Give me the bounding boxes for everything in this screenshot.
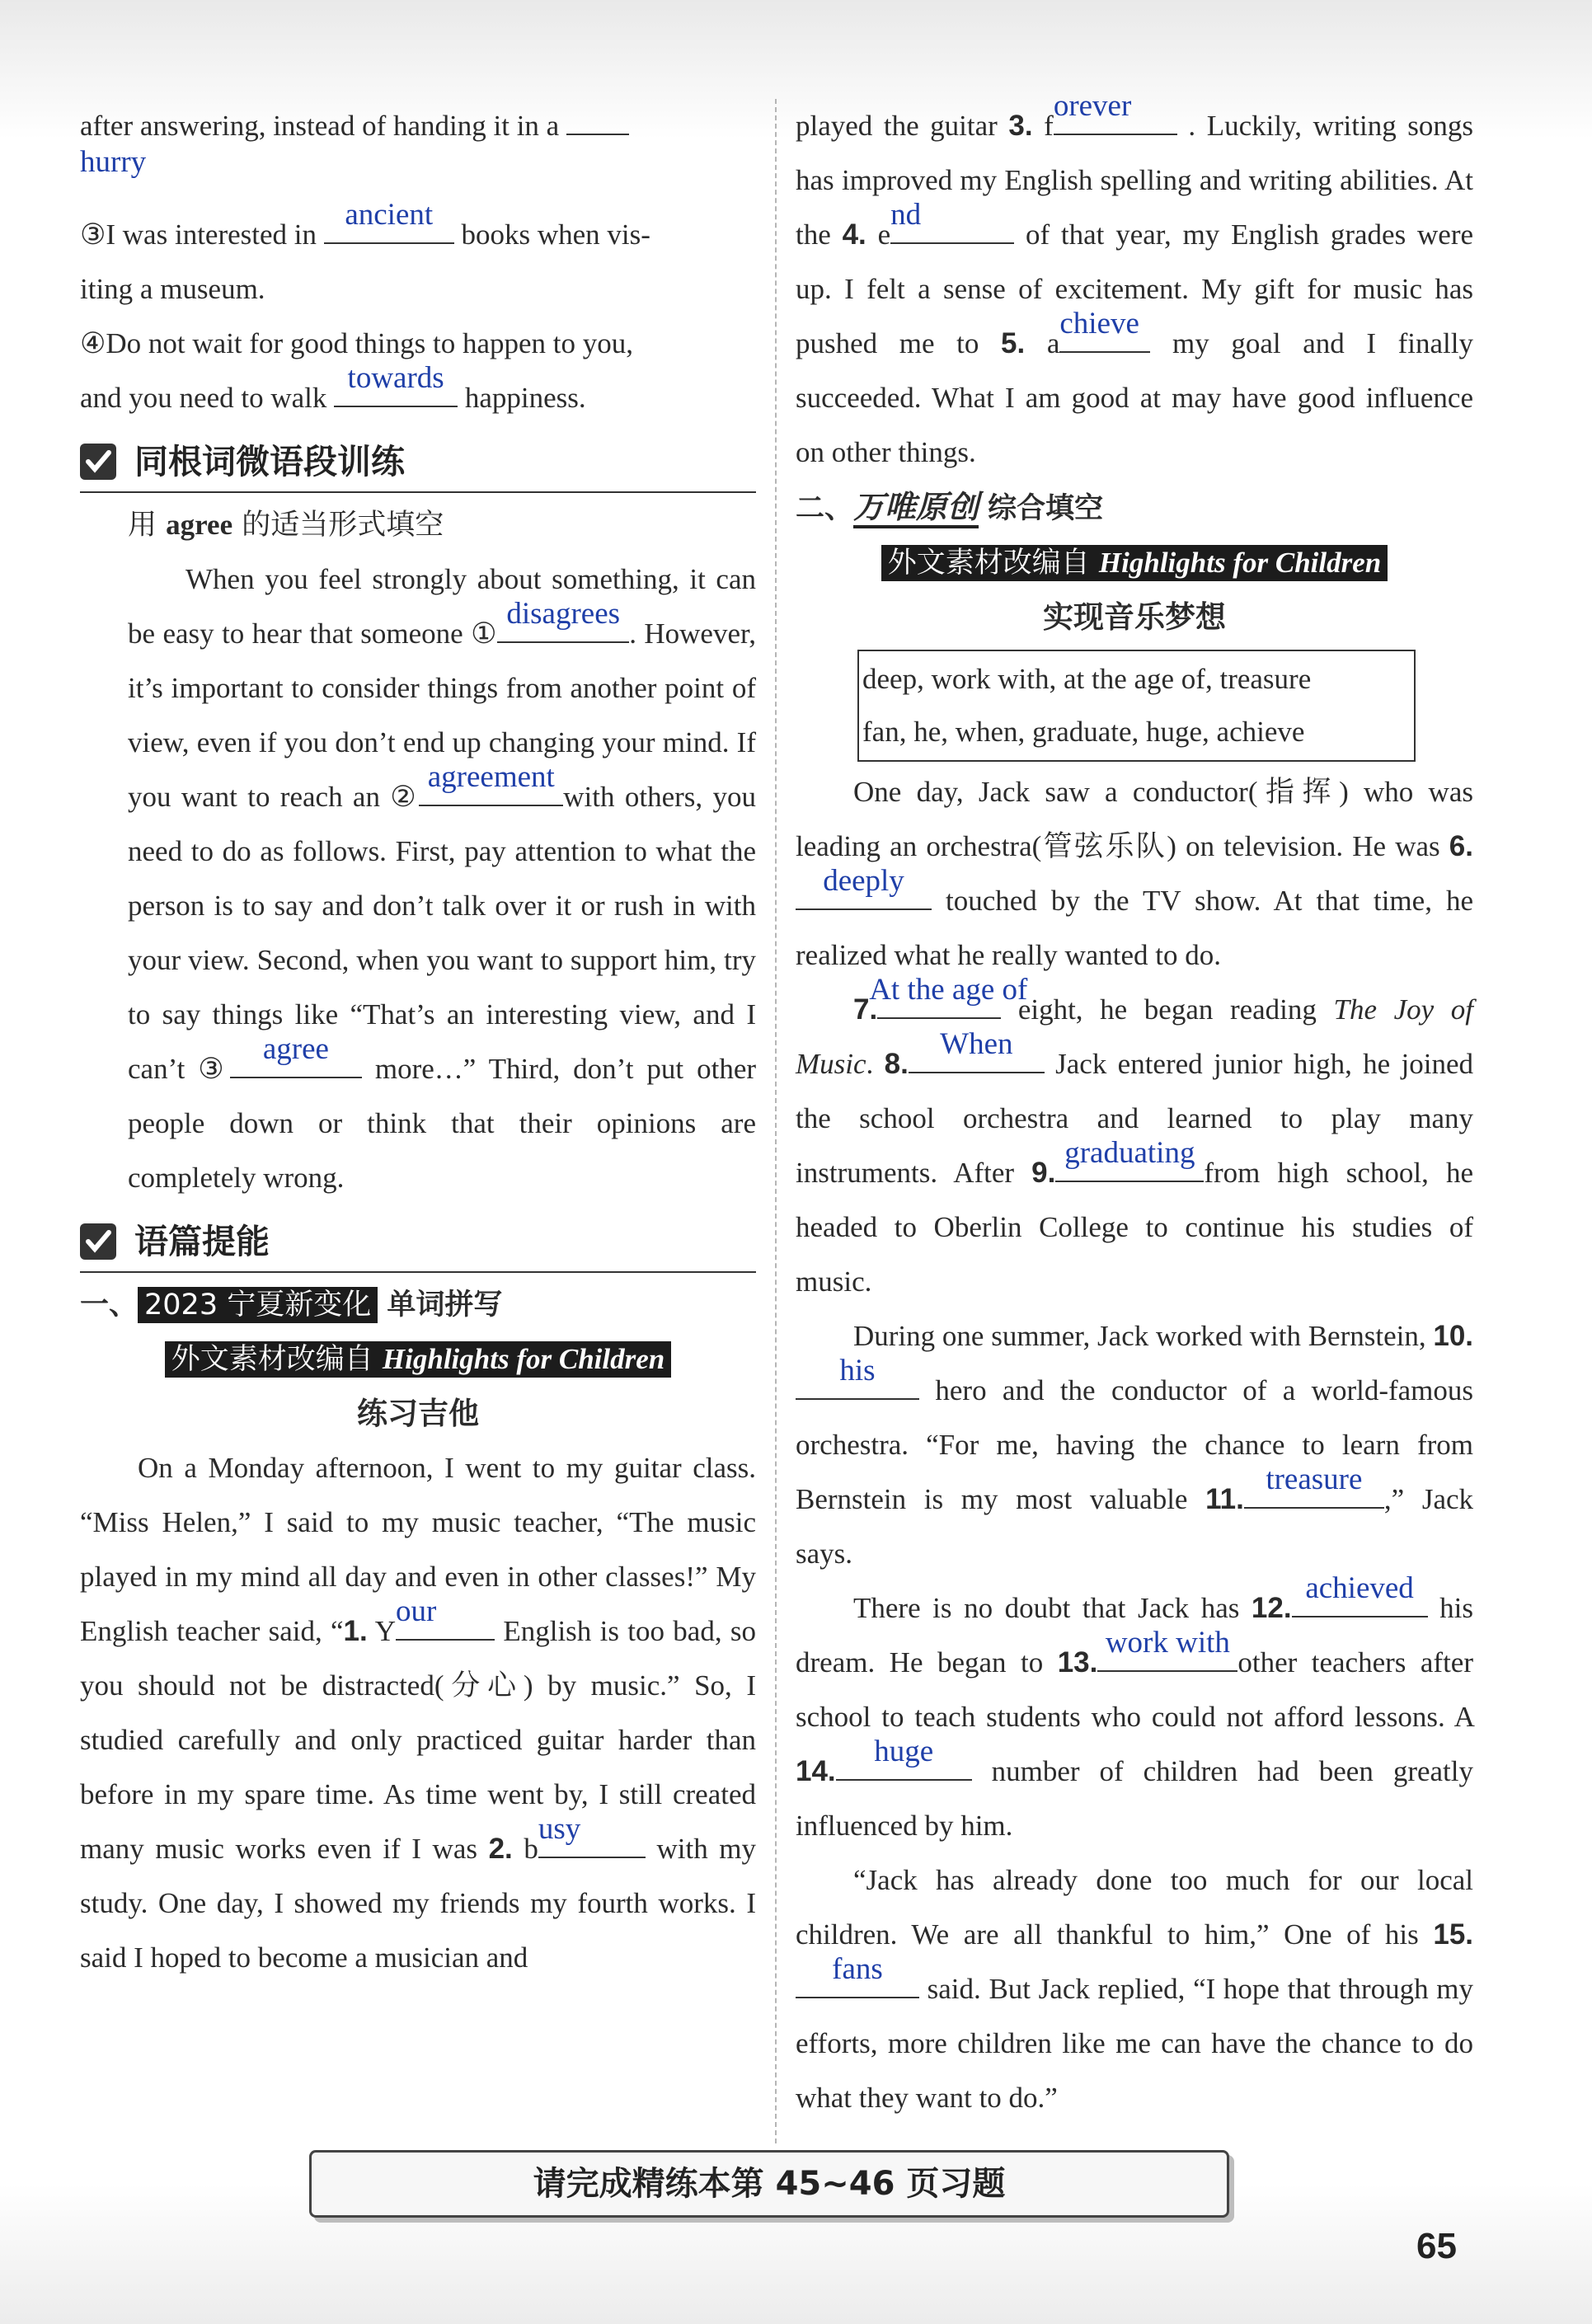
section-title: 同根词微语段训练 [134,442,405,481]
section-title: 语篇提能 [134,1222,270,1261]
source-title: Highlights for Children [382,1343,665,1375]
column-divider [775,99,777,2143]
answer-blank [836,1735,972,1781]
answer: towards [347,361,444,395]
answer: deeply [823,864,904,898]
answer-blank [230,1032,362,1078]
text: eight, he began reading [1017,993,1317,1026]
answer: our [396,1594,437,1628]
answer-blank [890,198,1014,244]
part-2-source [796,536,1473,590]
answer: disagrees [506,597,621,631]
question-number: 13. [1057,1646,1098,1678]
answer: nd [890,198,922,232]
text: with my study. One day, I showed my friends my fourth works. I said I hoped to become a musician and [80,1833,757,1974]
text: There is no doubt that Jack has [853,1592,1240,1624]
blank [566,102,629,135]
text: and you need to walk [80,382,327,414]
book-title: The Joy of Music [796,993,1474,1080]
answer: his [839,1354,876,1387]
checkmark-icon [80,444,116,480]
text: of that year, my English grades were up. I felt a sense of excitement. My gift for music has pushed me to [796,218,1474,359]
passage-1 [80,1441,756,1985]
answer-blank [909,1027,1045,1073]
answer: treasure [1266,1462,1363,1496]
text: with others, you need to do as follows. First, pay attention to what the person is to say and don’t talk over it or rush in with your view. Second, when you want to support him, try to say things like “That’s an interesting view, and I can’t ③ [128,781,756,1085]
passage-2-p4 [796,1571,1473,1853]
question-number: 14. [796,1755,836,1787]
answer-blank [1053,89,1177,135]
answer-blank [1059,307,1150,353]
answer: At the age of [869,973,1028,1007]
text: other teachers after school to teach students who could not afford lessons. A [796,1646,1473,1733]
text: ③I was interested in [80,218,317,251]
page-number: 65 [1416,2226,1457,2266]
text: number of children had been greatly influenced by him. [796,1755,1473,1842]
word-box-line: deep, work with, at the age of, treasure [862,663,1312,695]
answer: achieved [1305,1571,1414,1605]
first-letter: a [1046,327,1060,359]
text: touched by the TV show. At that time, he realized what he really wanted to do. [796,885,1473,971]
part-tag: 2023 宁夏新变化 [138,1287,378,1323]
answer-blank [869,973,1028,1019]
passage-2-p2 [796,973,1474,1309]
part-1-header [80,1278,756,1332]
answer: orever [1053,89,1132,123]
answer-blank [796,1354,919,1400]
text: ,” Jack says. [796,1483,1474,1570]
text: One day, Jack saw a conductor(指挥) who was leading an orchestra(管弦乐队) on television. He was [796,776,1473,862]
part-2-header [796,480,1473,536]
text: happiness. [464,382,586,414]
text: from high school, he headed to Oberlin College to continue his studies of music. [796,1157,1473,1298]
first-letter: f [1044,110,1054,142]
answer: graduating [1064,1136,1195,1170]
part-type: 单词拼写 [387,1289,503,1322]
text: 的适当形式填空 [242,509,444,542]
first-letter: e [877,218,891,251]
paragraph-agree [80,552,756,1205]
question-number: 9. [1031,1157,1056,1189]
answer-blank [324,198,454,244]
question-number: 4. [842,218,866,251]
item-4 [80,317,756,425]
answer: usy [538,1812,581,1846]
text: his dream. He began to [796,1592,1473,1678]
part-label: 一、 [80,1289,139,1322]
answer-blank [396,1594,495,1641]
text: When you feel strongly about something, it can be easy to hear that someone ① [128,563,756,650]
answer-blank [1292,1571,1428,1617]
passage-2-p1 [796,765,1473,983]
section-head-1 [80,432,756,493]
answer-blank [1244,1462,1384,1509]
text: English is too bad, so you should not be distracted(分心) by music.” So, I studied carefully and only practiced guitar harder than before in my spare time. As time went by, I still created many music works even if I was [80,1615,756,1865]
text: 用 [128,509,157,542]
passage-1-continued [796,89,1474,480]
section-head-2 [80,1212,756,1273]
question-number: 11. [1205,1483,1244,1515]
question-number: 1. [343,1615,368,1647]
left-column [80,99,756,1985]
checkmark-icon [80,1223,116,1260]
text: played the guitar [796,110,998,142]
question-number: 7. [853,993,878,1026]
first-letter: Y [374,1615,397,1647]
text: books when vis- [461,218,650,251]
text: said. But Jack replied, “I hope that through my efforts, more children like me can have the chance to do what they want to do.” [796,1973,1474,2114]
first-letter: b [524,1833,538,1865]
passage-2-p3 [796,1309,1473,1581]
answer: hurry [80,145,147,179]
text: . Luckily, writing songs has improved my English spelling and writing abilities. At the [796,110,1473,251]
right-column [796,89,1474,2125]
answer: chieve [1059,307,1139,340]
question-number: 5. [1001,327,1026,359]
question-number: 3. [1008,110,1033,142]
footer-banner: 请完成精练本第 45~46 页习题 [309,2150,1229,2218]
answer-blank [796,864,932,910]
answer-blank [538,1812,646,1858]
answer: work with [1105,1626,1230,1660]
text: . However, it’s important to consider things from another point of view, even if you don’t end up changing your mind. If you want to reach an ② [128,617,757,813]
question-number: 12. [1251,1592,1292,1624]
text: Jack entered junior high, he joined the school orchestra and learned to play many instruments. After [796,1048,1474,1189]
text: “Jack has already done too much for our local children. We are all thankful to him,” One of his [796,1864,1473,1951]
answer-blank [80,145,162,190]
part-tag: 万唯原创 [853,489,979,528]
text: more…” Third, don’t put other people down or think that their opinions are completely wrong. [128,1053,757,1194]
answer: huge [874,1735,934,1768]
text: . [866,1048,874,1080]
answer: ancient [345,198,434,232]
text: During one summer, Jack worked with Bernstein, [853,1320,1426,1352]
left-intro [80,99,756,208]
answer: agreement [427,760,555,794]
answer-blank [796,1952,919,1998]
answer-blank [1055,1136,1204,1182]
text: my goal and I finally succeeded. What I am good at may have good influence on other things. [796,327,1474,468]
text: after answering, instead of handing it in a [80,110,560,142]
passage-title: 实现音乐梦想 [1043,599,1226,635]
keyword: agree [166,509,233,541]
passage-2-p5 [796,1853,1473,2125]
word-box [857,650,1416,762]
source-title: Highlights for Children [1098,547,1382,579]
part-1-source [80,1332,756,1387]
question-number: 6. [1449,830,1473,862]
answer: When [940,1027,1013,1061]
question-number: 2. [488,1833,513,1865]
text: On a Monday afternoon, I went to my guitar class. “Miss Helen,” I said to my music teacher, “The music played in my mind all day and even in other classes!” My English teacher said, “ [80,1452,756,1647]
source-tag [881,545,1388,581]
word-box-line: fan, he, when, graduate, huge, achieve [862,716,1305,748]
text: hero and the conductor of a world-famous orchestra. “For me, having the chance to learn from Bernstein is my most valuable [796,1374,1474,1515]
answer-blank [1097,1626,1237,1672]
answer: fans [832,1952,883,1986]
item-3 [80,198,756,317]
source-tag [165,1341,671,1378]
section-instruction [80,498,756,552]
text: 外文素材改编自 [171,1343,373,1376]
part-label: 二、 [796,492,854,525]
question-number: 15. [1433,1918,1474,1951]
question-number: 10. [1433,1320,1474,1352]
part-type: 综合填空 [988,492,1104,525]
passage-title: 练习吉他 [357,1396,479,1431]
answer: agree [262,1032,329,1066]
answer-blank [497,597,629,643]
text: 外文素材改编自 [887,547,1090,580]
question-number: 8. [884,1048,909,1080]
text: iting a museum. [80,273,265,305]
answer-blank [419,760,563,806]
text: ④Do not wait for good things to happen to you, [80,327,634,359]
answer-blank [334,361,458,407]
